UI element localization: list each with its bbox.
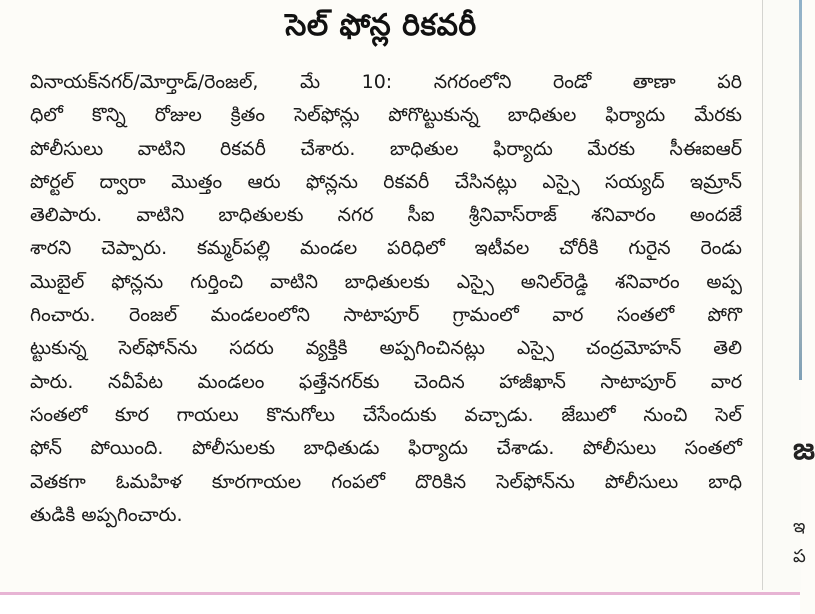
article-line: ఫోన్ పోయింది. పోలీసులకు బాధితుడు ఫిర్యాదు చేశాడు. పోలీసులు సంతలో [30, 437, 742, 460]
article-line: శారని చెప్పారు. కమ్మర్‌పల్లి మండల పరిధిలో ఇటీవల చోరీకి గురైన రెండు [30, 237, 742, 260]
article-headline: సెల్ ఫోన్ల రికవరీ [285, 8, 477, 43]
article-line: ట్టుకున్న సెల్‌ఫోన్‌ను సదరు వ్యక్తికి అప్పగించినట్లు ఎస్సై చంద్రమోహన్ తెలి [30, 337, 742, 360]
article-line: సంతలో కూర గాయలు కొనుగోలు చేసేందుకు వచ్చాడు. జేబులో నుంచి సెల్ [30, 403, 742, 426]
article-line: గించారు. రెంజల్ మండలంలోని సాటాపూర్ గ్రామంలో వార సంతలో పోగొ [30, 304, 742, 327]
article-body [30, 66, 742, 532]
article-line: మొబైల్ ఫోన్లను గుర్తించి వాటిని బాధితులకు ఎస్సై అనిల్‌రెడ్డి శనివారం అప్ప [30, 270, 742, 293]
adjacent-column-edge [762, 0, 815, 590]
article-line: తుడికి అప్పగించారు. [30, 503, 183, 526]
article-line: వినాయక్‌నగర్/మోర్తాడ్/రెంజల్, మే 10: నగరంలోని రెండో తాణా పరి [30, 71, 742, 93]
article-line: పోలీసులు వాటిని రికవరీ చేశారు. బాధితుల ఫిర్యాదు మేరకు సీఈఐఆర్ [30, 137, 742, 160]
article-line: పోర్టల్ ద్వారా మొత్తం ఆరు ఫోన్లను రికవరీ చేసినట్లు ఎస్సై సయ్యద్ ఇమ్రాన్ [30, 170, 742, 193]
adjacent-photo-edge [799, 0, 802, 380]
article-line: తెలిపారు. వాటిని బాధితులకు నగర సీఐ శ్రీనివాస్‌రాజ్ శనివారం అందజే [30, 204, 742, 227]
article-line: పారు. నవీపేట మండలం ఫత్తేనగర్‌కు చెందిన హాజీఖాన్ సాటాపూర్ వార [30, 370, 742, 393]
bottom-rule [0, 592, 800, 614]
adjacent-text-fragment: ఇ [793, 516, 806, 537]
adjacent-text-fragment: ప [793, 546, 806, 567]
adjacent-heading-fragment: జ [793, 432, 815, 467]
article-line: ధిలో కొన్ని రోజుల క్రితం సెల్‌ఫోన్లు పోగొట్టుకున్న బాధితుల ఫిర్యాదు మేరకు [30, 104, 742, 127]
article-line: వెతకగా ఓమహిళ కూరగాయల గంపలో దొరికిన సెల్‌ఫోన్‌ను పోలీసులు బాధి [30, 470, 742, 493]
